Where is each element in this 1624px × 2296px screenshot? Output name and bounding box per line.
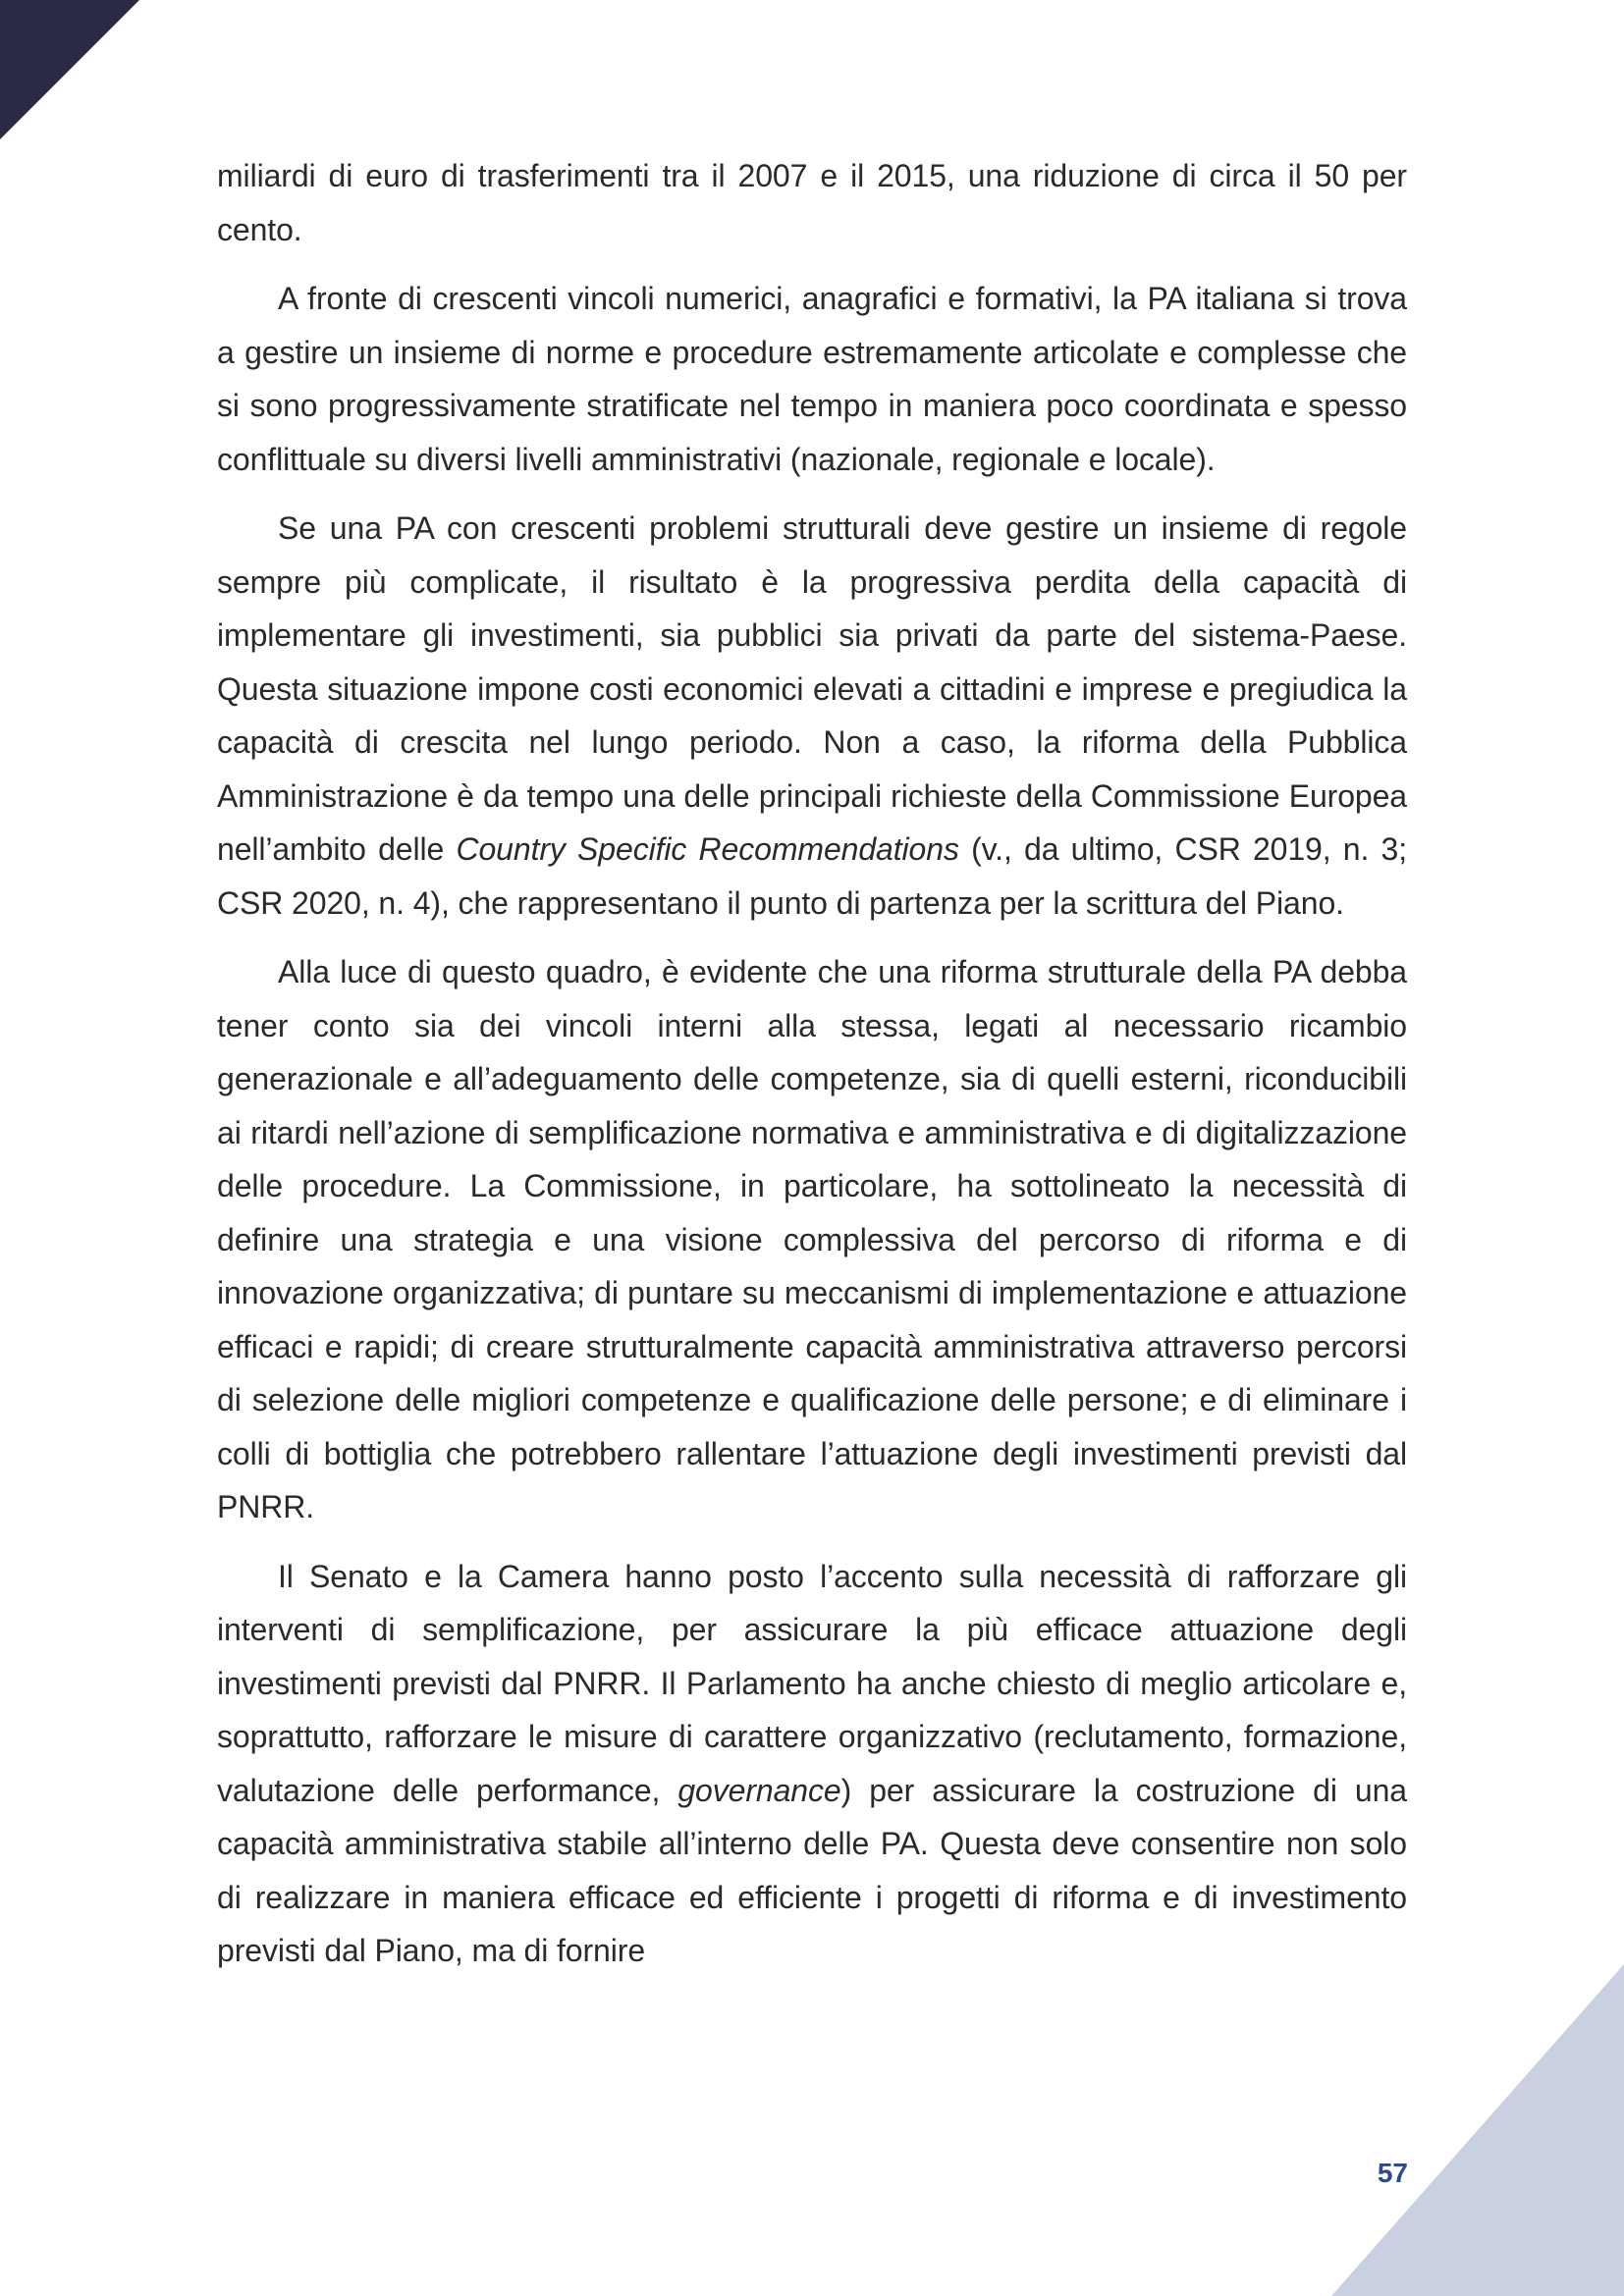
paragraph-5-text-b: ) per assicurare la costruzione di una capacità amministrativa stabile all’interno delle PA. Questa deve consentire non solo di realizzare in maniera efficace ed efficiente i progetti di riforma e di investimento previsti dal Piano, ma di fornire (217, 1772, 1408, 1968)
top-left-corner-decoration (0, 0, 139, 139)
page-number: 57 (1377, 2158, 1408, 2188)
paragraph-4: Alla luce di questo quadro, è evidente che una riforma strutturale della PA debba tener conto sia dei vincoli interni alla stessa, legati al necessario ricambio generazionale e all’adeguamento delle competenze, sia di quelli esterni, riconducibili ai ritardi nell’azione di semplificazione normativa e amministrativa e di digitalizzazione delle procedure. La Commissione, in particolare, ha sottolineato la necessità di definire una strategia e una visione complessiva del percorso di riforma e di innovazione organizzativa; di puntare su meccanismi di implementazione e attuazione efficaci e rapidi; di creare strutturalmente capacità amministrativa attraverso percorsi di selezione delle migliori competenze e qualificazione delle persone; e di eliminare i colli di bottiglia che potrebbero rallentare l’attuazione degli investimenti previsti dal PNRR. (217, 954, 1407, 1524)
bottom-right-corner-decoration (1331, 1964, 1624, 2296)
document-body (217, 149, 1407, 1994)
paragraph-3-italic-term: Country Specific Recommendations (456, 831, 959, 867)
paragraph-2: A fronte di crescenti vincoli numerici, anagrafici e formativi, la PA italiana si trova a gestire un insieme di norme e procedure estremamente articolate e complesse che si sono progressivamente stratificate nel tempo in maniera poco coordinata e spesso conflittuale su diversi livelli amministrativi (nazionale, regionale e locale). (217, 281, 1407, 477)
paragraph-3-text-a: Se una PA con crescenti problemi strutturali deve gestire un insieme di regole sempre più complicate, il risultato è la progressiva perdita della capacità di implementare gli investimenti, sia pubblici sia privati da parte del sistema-Paese. Questa situazione impone costi economici elevati a cittadini e imprese e pregiudica la capacità di crescita nel lungo periodo. Non a caso, la riforma della Pubblica Amministrazione è da tempo una delle principali richieste della Commissione Europea nell’ambito delle (217, 510, 1407, 867)
paragraph-5-text-a: Il Senato e la Camera hanno posto l’accento sulla necessità di rafforzare gli interventi di semplificazione, per assicurare la più efficace attuazione degli investimenti previsti dal PNRR. Il Parlamento ha anche chiesto di meglio articolare e, soprattutto, rafforzare le misure di carattere organizzativo (reclutamento, formazione, valutazione delle performance, (217, 1558, 1407, 1808)
paragraph-1: miliardi di euro di trasferimenti tra il 2007 e il 2015, una riduzione di circa il 50 per cento. (217, 158, 1407, 247)
paragraph-5 (217, 1550, 1407, 1978)
paragraph-3-text-b: (v., da ultimo, CSR 2019, n. 3; CSR 2020, n. 4), che rappresentano il punto di partenza per la scrittura del Piano. (217, 831, 1407, 921)
paragraph-3 (217, 502, 1407, 930)
paragraph-5-italic-term: governance (677, 1772, 841, 1808)
